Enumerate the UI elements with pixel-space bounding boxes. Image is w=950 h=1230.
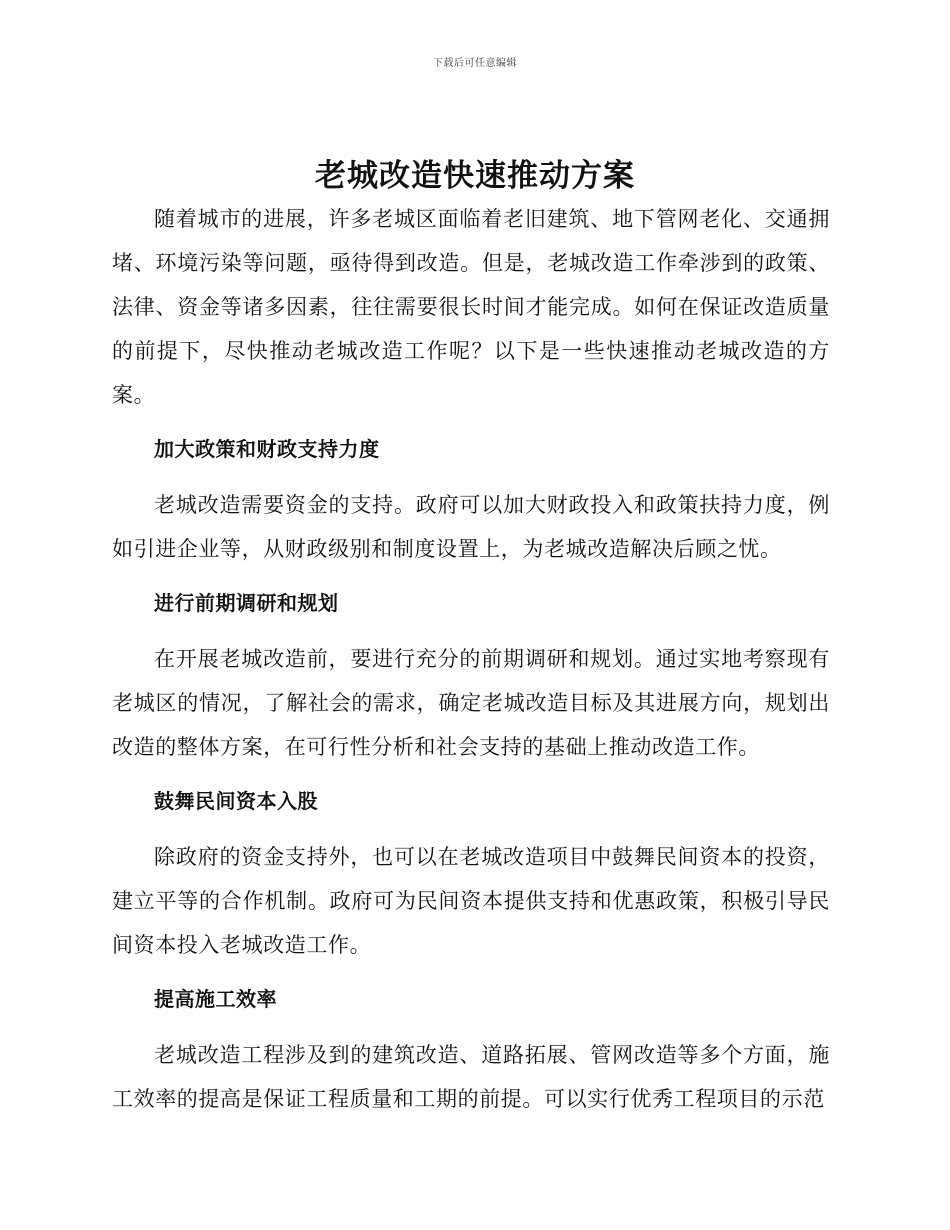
section-heading: 鼓舞民间资本入股 <box>154 789 318 813</box>
header-note: 下载后可任意编辑 <box>433 58 517 69</box>
section-heading: 加大政策和财政支持力度 <box>154 437 380 461</box>
section-heading: 提高施工效率 <box>154 987 277 1011</box>
document-title: 老城改造快速推动方案 <box>315 158 635 194</box>
section-paragraph: 老城改造工程涉及到的建筑改造、道路拓展、管网改造等多个方面，施工效率的提高是保证工程质量和工期的前提。可以实行优秀工程项目的示范 <box>112 1043 830 1111</box>
section-heading: 进行前期调研和规划 <box>154 591 339 615</box>
section-paragraph: 在开展老城改造前，要进行充分的前期调研和规划。通过实地考察现有老城区的情况，了解社会的需求，确定老城改造目标及其进展方向，规划出改造的整体方案，在可行性分析和社会支持的基础上推动改造工作。 <box>112 647 830 759</box>
document-body <box>112 197 830 1121</box>
intro-paragraph: 随着城市的进展，许多老城区面临着老旧建筑、地下管网老化、交通拥堵、环境污染等问题，亟待得到改造。但是，老城改造工作牵涉到的政策、法律、资金等诸多因素，往往需要很长时间才能完成。如何在保证改造质量的前提下，尽快推动老城改造工作呢？以下是一些快速推动老城改造的方案。 <box>112 207 830 407</box>
section-paragraph: 除政府的资金支持外，也可以在老城改造项目中鼓舞民间资本的投资，建立平等的合作机制。政府可为民间资本提供支持和优惠政策，积极引导民间资本投入老城改造工作。 <box>112 845 830 957</box>
section-paragraph: 老城改造需要资金的支持。政府可以加大财政投入和政策扶持力度，例如引进企业等，从财政级别和制度设置上，为老城改造解决后顾之忧。 <box>112 493 830 561</box>
